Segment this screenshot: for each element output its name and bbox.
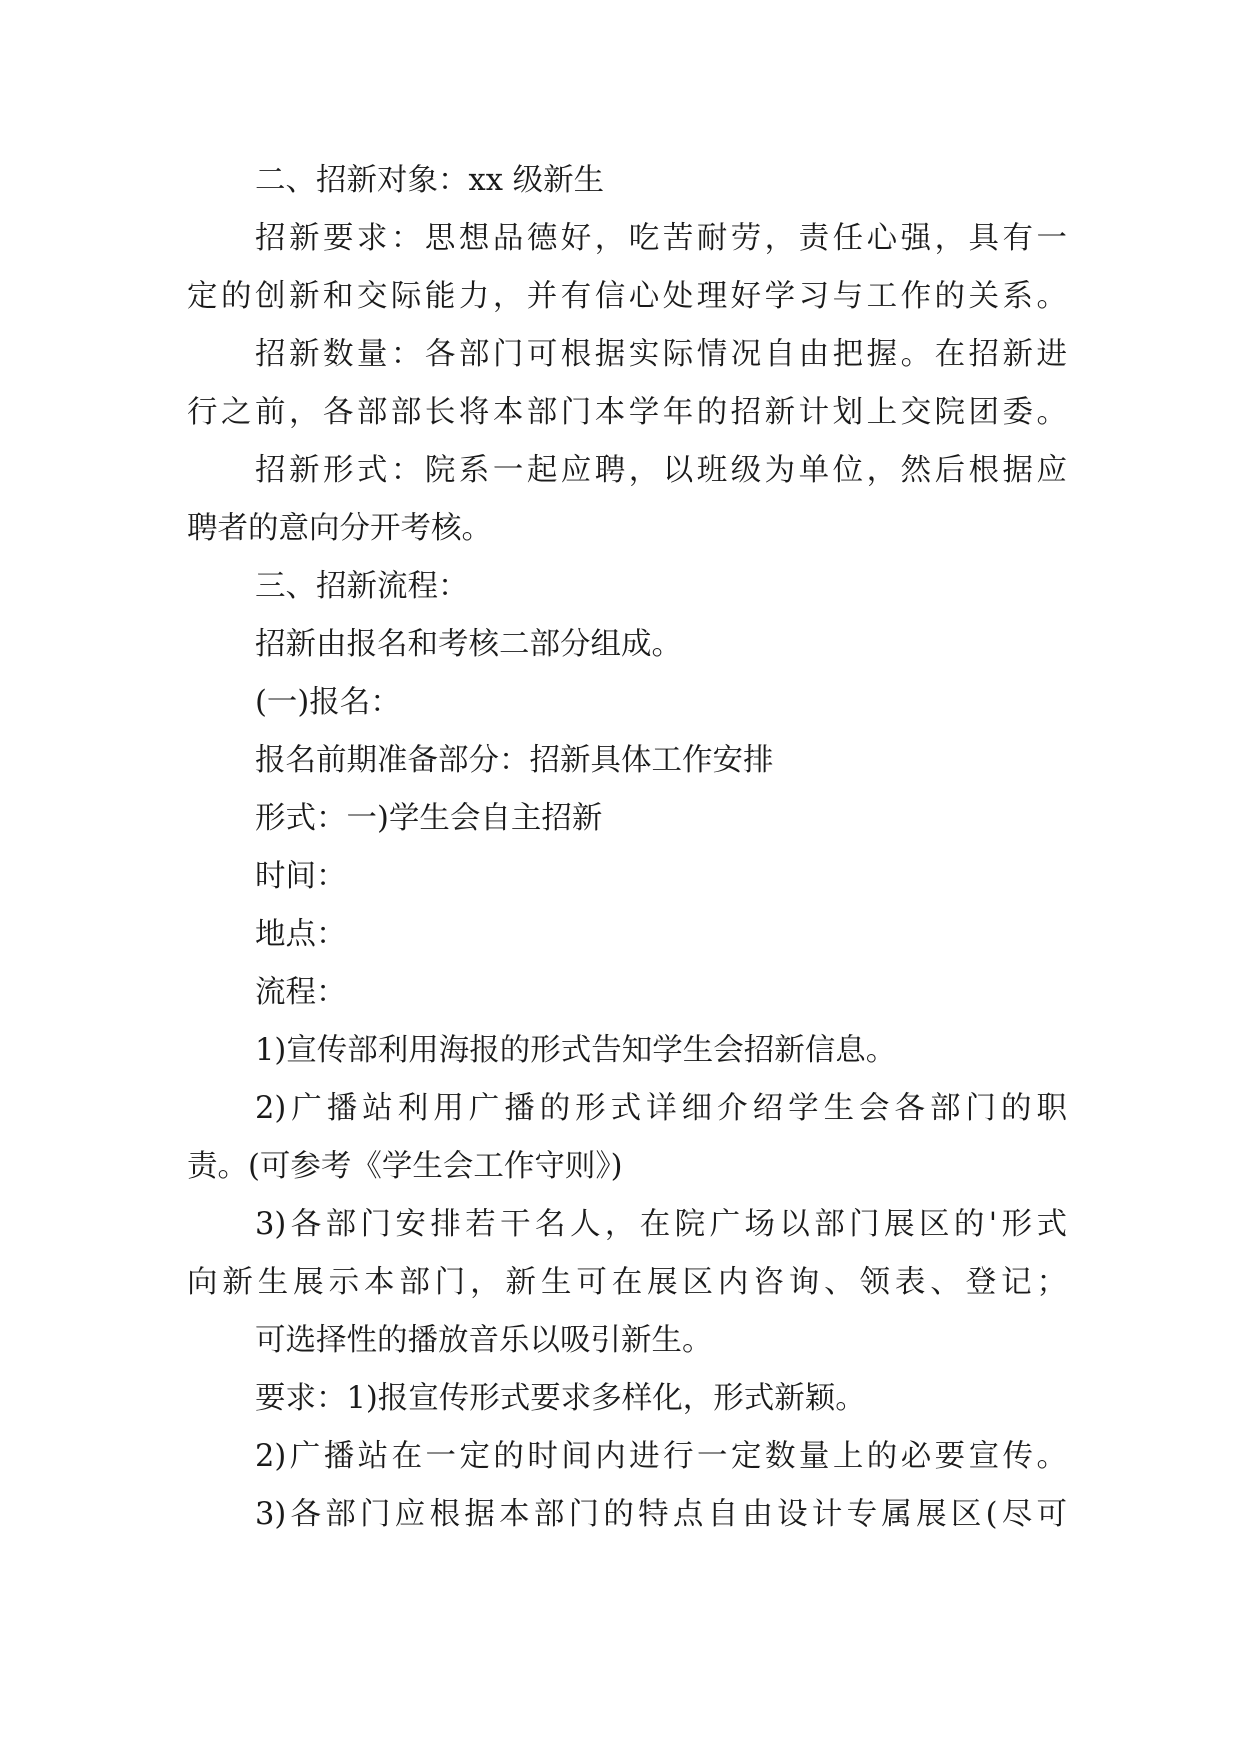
paragraph-line: 定的创新和交际能力，并有信心处理好学习与工作的关系。 [187,279,1067,314]
list-item: 3)各部门安排若干名人，在院广场以部门展区的'形式 [255,1207,1067,1242]
paragraph-line: 招新数量：各部门可根据实际情况自由把握。在招新进 [255,337,1067,372]
paragraph-line: 形式：一)学生会自主招新 [255,801,603,836]
subsection-heading-registration: (一)报名： [255,685,401,720]
list-item: 2)广播站在一定的时间内进行一定数量上的必要宣传。 [255,1439,1067,1474]
paragraph-line: 向新生展示本部门，新生可在展区内咨询、领表、登记； [187,1265,1067,1300]
paragraph-line: 招新由报名和考核二部分组成。 [255,627,682,662]
list-item: 3)各部门应根据本部门的特点自由设计专属展区(尽可 [255,1497,1067,1532]
paragraph-line: 招新形式：院系一起应聘，以班级为单位，然后根据应 [255,453,1067,488]
field-label-process: 流程： [255,975,347,1010]
list-item: 要求：1)报宣传形式要求多样化，形式新颖。 [255,1381,866,1416]
paragraph-line: 可选择性的播放音乐以吸引新生。 [255,1323,713,1358]
section-heading-recruit-target: 二、招新对象：xx 级新生 [255,163,605,198]
paragraph-line: 报名前期准备部分：招新具体工作安排 [255,743,774,778]
paragraph-line: 招新要求：思想品德好，吃苦耐劳，责任心强，具有一 [255,221,1067,256]
list-item: 2)广播站利用广播的形式详细介绍学生会各部门的职 [255,1091,1067,1126]
paragraph-line: 行之前，各部部长将本部门本学年的招新计划上交院团委。 [187,395,1067,430]
field-label-location: 地点： [255,917,347,952]
paragraph-line: 聘者的意向分开考核。 [187,511,492,546]
section-heading-recruit-process: 三、招新流程： [255,569,469,604]
list-item: 1)宣传部利用海报的形式告知学生会招新信息。 [255,1033,897,1068]
field-label-time: 时间： [255,859,347,894]
document-body [187,152,1067,1544]
paragraph-line: 责。(可参考《学生会工作守则》) [187,1149,623,1184]
